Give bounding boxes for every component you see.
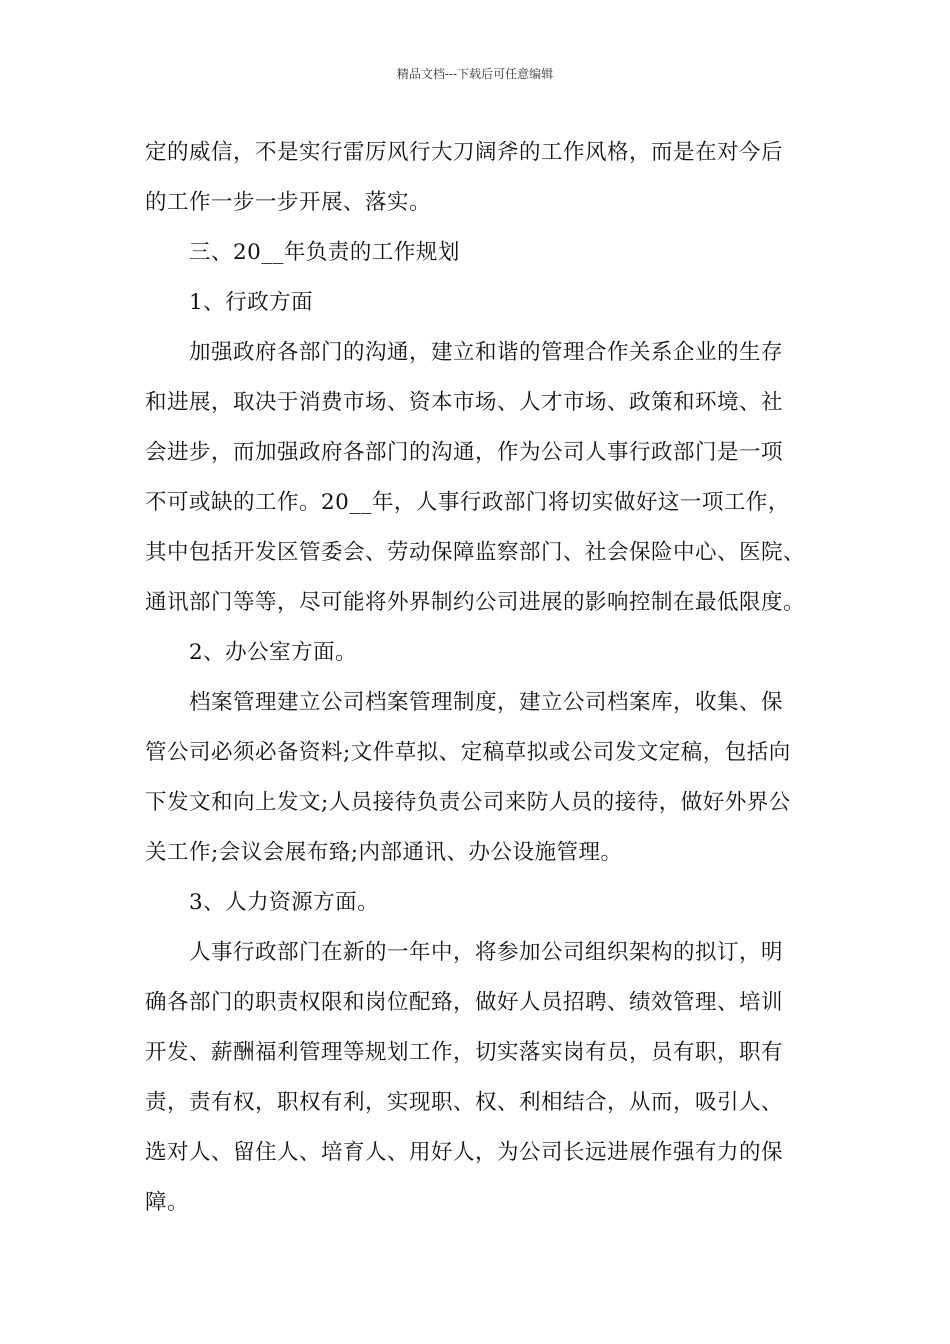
subsection-heading: 3、人力资源方面。: [189, 890, 380, 915]
paragraph-line: 障。: [145, 1190, 190, 1215]
page-header: 精品文档---下载后可任意编辑: [396, 67, 554, 81]
paragraph-line: 下发文和向上发文;人员接待负责公司来防人员的接待，做好外界公: [145, 790, 791, 815]
paragraph-line: 通讯部门等等，尽可能将外界制约公司进展的影响控制在最低限度。: [145, 590, 806, 615]
paragraph-line: 管公司必须必备资料;文件草拟、定稿草拟或公司发文定稿，包括向: [145, 740, 791, 765]
document-body: [145, 128, 825, 1228]
paragraph-line: 确各部门的职责权限和岗位配臵，做好人员招聘、绩效管理、培训: [145, 990, 784, 1015]
section-heading: 三、20__年负责的工作规划: [189, 240, 460, 265]
paragraph-line: 的工作一步一步开展、落实。: [145, 190, 432, 215]
paragraph-line: 其中包括开发区管委会、劳动保障监察部门、社会保险中心、医院、: [145, 540, 806, 565]
paragraph-line: 关工作;会议会展布臵;内部通讯、办公设施管理。: [145, 840, 623, 865]
subsection-heading: 1、行政方面: [189, 290, 314, 315]
paragraph-line: 选对人、留住人、培育人、用好人，为公司长远进展作强有力的保: [145, 1140, 784, 1165]
paragraph-line: 和进展，取决于消费市场、资本市场、人才市场、政策和环境、社: [145, 390, 784, 415]
paragraph-line: 会进步，而加强政府各部门的沟通，作为公司人事行政部门是一项: [145, 440, 784, 465]
paragraph-line: 加强政府各部门的沟通，建立和谐的管理合作关系企业的生存: [189, 340, 784, 365]
paragraph-line: 定的威信，不是实行雷厉风行大刀阔斧的工作风格，而是在对今后: [145, 140, 784, 165]
subsection-heading: 2、办公室方面。: [189, 640, 358, 665]
paragraph-line: 责，责有权，职权有利，实现职、权、利相结合，从而，吸引人、: [145, 1090, 784, 1115]
paragraph-line: 开发、薪酬福利管理等规划工作，切实落实岗有员，员有职，职有: [145, 1040, 784, 1065]
paragraph-line: 档案管理建立公司档案管理制度，建立公司档案库，收集、保: [189, 690, 784, 715]
paragraph-line: 人事行政部门在新的一年中，将参加公司组织架构的拟订，明: [189, 940, 784, 965]
paragraph-line: 不可或缺的工作。20__年，人事行政部门将切实做好这一项工作，: [145, 490, 790, 515]
